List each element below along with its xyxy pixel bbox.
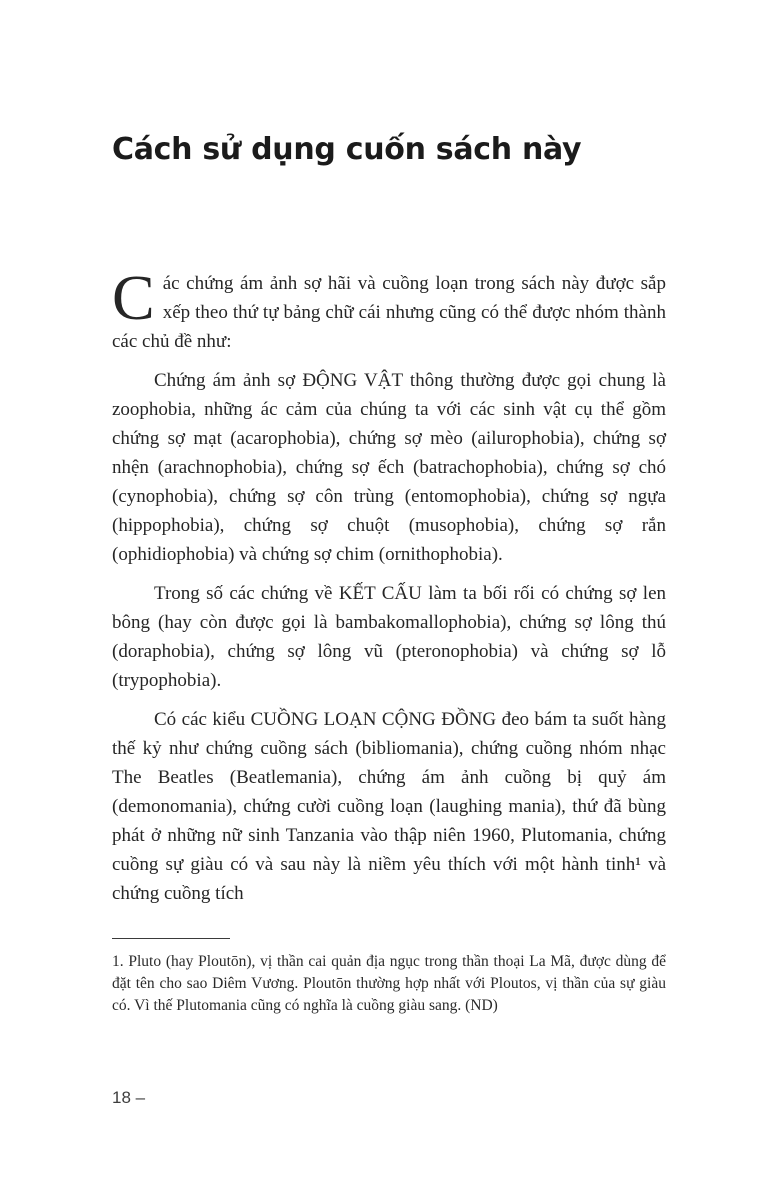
body-text [112,262,666,908]
page-number: 18 – [112,1088,146,1107]
footnote: 1. Pluto (hay Ploutōn), vị thần cai quản địa ngục trong thần thoại La Mã, được dùng để đặt tên cho sao Diêm Vương. Ploutōn thường hợp nhất với Ploutos, vị thần của sự giàu có. Vì thế Plutomania cũng có nghĩa là cuồng giàu sang. (ND) [112,953,666,1014]
paragraph-intro-text: ác chứng ám ảnh sợ hãi và cuồng loạn trong sách này được sắp xếp theo thứ tự bảng chữ cái nhưng cũng có thể được nhóm thành các chủ đề như: [112,273,666,352]
paragraph-animal-phobias: Chứng ám ảnh sợ ĐỘNG VẬT thông thường được gọi chung là zoophobia, những ác cảm của chúng ta với các sinh vật cụ thể gồm chứng sợ mạt (acarophobia), chứng sợ mèo (ailurophobia), chứng sợ nhện (arachnophobia), chứng sợ ếch (batrachophobia), chứng sợ chó (cynophobia), chứng sợ côn trùng (entomophobia), chứng sợ ngựa (hippophobia), chứng sợ chuột (musophobia), chứng sợ rắn (ophidiophobia) và chứng sợ chim (ornithophobia). [112,370,666,565]
paragraph-texture-phobias: Trong số các chứng về KẾT CẤU làm ta bối rối có chứng sợ len bông (hay còn được gọi là bambakomallophobia), chứng sợ lông thú (doraphobia), chứng sợ lông vũ (pteronophobia) và chứng sợ lỗ (trypophobia). [112,583,666,691]
drop-cap: C [112,262,155,333]
page-title: Cách sử dụng cuốn sách này [112,132,582,167]
paragraph-intro [112,262,666,356]
page-content [112,132,666,1017]
footnote-divider [112,938,230,939]
paragraph-community-manias: Có các kiểu CUỒNG LOẠN CỘNG ĐỒNG đeo bám ta suốt hàng thế kỷ như chứng cuồng sách (bibliomania), chứng cuồng nhóm nhạc The Beatles (Beatlemania), chứng ám ảnh cuồng bị quỷ ám (demonomania), chứng cười cuồng loạn (laughing mania), thứ đã bùng phát ở những nữ sinh Tanzania vào thập niên 1960, Plutomania, chứng cuồng sự giàu có và sau này là niềm yêu thích với một hành tinh¹ và chứng cuồng tích [112,709,666,904]
